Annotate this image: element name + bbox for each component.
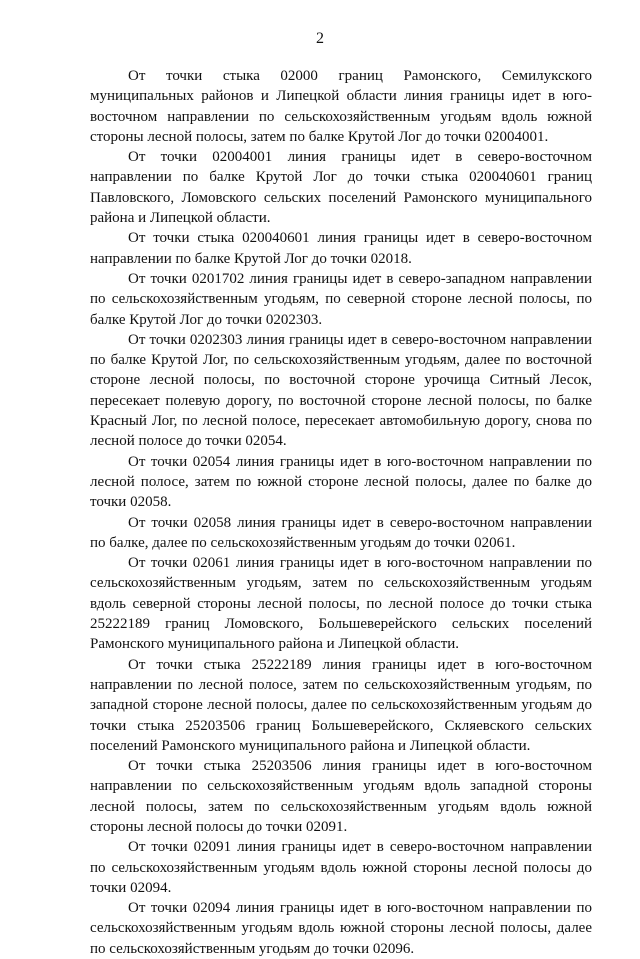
paragraph: От точки 02094 линия границы идет в юго-восточном направлении по сельскохозяйственным угодьям вдоль южной стороны лесной полосы, далее по сельскохозяйственным угодьям до точки 02096. bbox=[90, 900, 592, 957]
paragraph: От точки 02054 линия границы идет в юго-восточном направлении по лесной полосе, затем по южной стороне лесной полосы, далее по балке до точки 02058. bbox=[90, 453, 592, 511]
paragraph: От точки стыка 02000 границ Рамонского, Семилукского муниципальных районов и Липецкой области линия границы идет в юго-восточном направлении по сельскохозяйственным угодьям вдоль южной стороны лесной полосы, затем по балке Крутой Лог до точки 02004001. bbox=[90, 68, 592, 145]
paragraph: От точки 02091 линия границы идет в северо-восточном направлении по сельскохозяйственным угодьям вдоль южной стороны лесной полосы до точки 02094. bbox=[90, 839, 592, 896]
document-body bbox=[90, 66, 592, 959]
paragraph: От точки 0201702 линия границы идет в северо-западном направлении по сельскохозяйственным угодьям, по северной стороне лесной полосы, по балке Крутой Лог до точки 0202303. bbox=[90, 270, 592, 328]
paragraph: От точки 02004001 линия границы идет в северо-восточном направлении по балке Крутой Лог до точки стыка 020040601 границ Павловского, Ломовского сельских поселений Рамонского муниципального района и Липецкой области. bbox=[90, 149, 592, 227]
paragraph: От точки стыка 020040601 линия границы идет в северо-восточном направлении по балке Крутой Лог до точки 02018. bbox=[90, 230, 592, 267]
paragraph: От точки 0202303 линия границы идет в северо-восточном направлении по балке Крутой Лог, по сельскохозяйственным угодьям, далее по восточной стороне лесной полосы, по восточной стороне урочища Ситный Лесок, пересекает полевую дорогу, по восточной стороне лесной полосы, по балке Красный Лог, по лесной полосе, пересекает автомобильную дорогу, снова по лесной полосе до точки 02054. bbox=[90, 331, 592, 450]
paragraph: От точки 02061 линия границы идет в юго-восточном направлении по сельскохозяйственным угодьям, затем по сельскохозяйственным угодьям вдоль северной стороны лесной полосы, по лесной полосе до точки стыка 25222189 границ Ломовского, Большеверейского сельских поселений Рамонского муниципального района и Липецкой области. bbox=[90, 555, 592, 653]
page-number: 2 bbox=[316, 30, 324, 47]
paragraph: От точки стыка 25203506 линия границы идет в юго-восточном направлении по сельскохозяйственным угодьям вдоль западной стороны лесной полосы, затем по сельскохозяйственным угодьям вдоль южной стороны лесной полосы до точки 02091. bbox=[90, 758, 592, 835]
paragraph: От точки стыка 25222189 линия границы идет в юго-восточном направлении по лесной полосе, затем по сельскохозяйственным угодьям, по западной стороне лесной полосы, далее по сельскохозяйственным угодьям до точки стыка 25203506 границ Большеверейского, Скляевского сельских поселений Рамонского муниципального района и Липецкой области. bbox=[90, 656, 592, 754]
paragraph: От точки 02058 линия границы идет в северо-восточном направлении по балке, далее по сельскохозяйственным угодьям до точки 02061. bbox=[90, 514, 592, 551]
